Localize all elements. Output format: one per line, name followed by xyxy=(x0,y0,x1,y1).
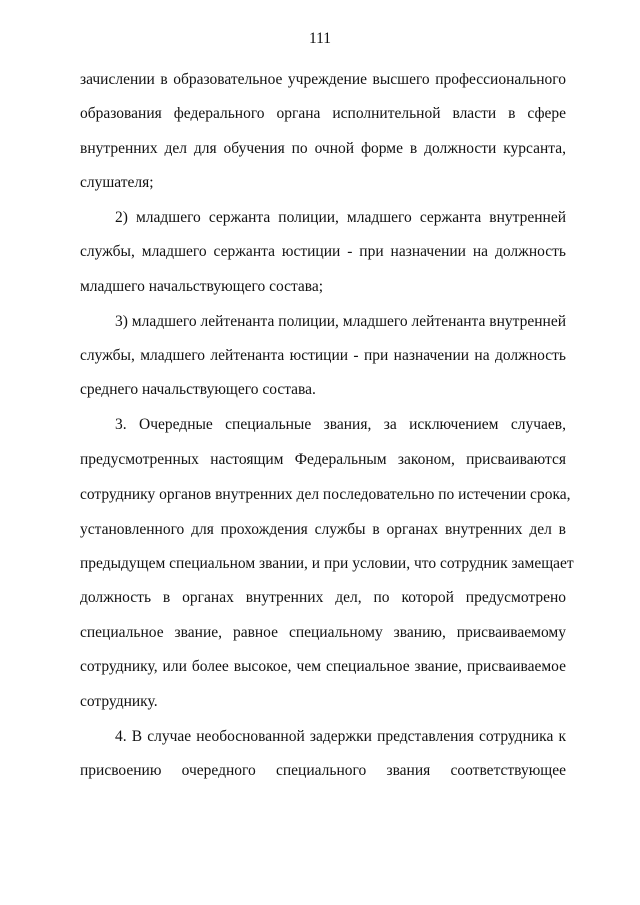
text-line: должность в органах внутренних дел, по которой предусмотрено xyxy=(80,589,566,606)
text-line: установленного для прохождения службы в органах внутренних дел в xyxy=(80,521,566,538)
page-number: 111 xyxy=(308,30,332,47)
text-line: среднего начальствующего состава. xyxy=(80,381,316,398)
text-line: образования федерального органа исполнительной власти в сфере xyxy=(80,105,566,122)
text-line: сотруднику, или более высокое, чем специальное звание, присваиваемое xyxy=(80,658,566,675)
text-line: присвоению очередного специального звания соответствующее xyxy=(80,762,566,779)
text-line: службы, младшего сержанта юстиции - при назначении на должность xyxy=(80,243,566,260)
text-line: 3) младшего лейтенанта полиции, младшего лейтенанта внутренней xyxy=(115,313,566,330)
text-line: 2) младшего сержанта полиции, младшего сержанта внутренней xyxy=(115,209,566,226)
text-line: 4. В случае необоснованной задержки представления сотрудника к xyxy=(115,728,566,745)
text-line: предыдущем специальном звании, и при условии, что сотрудник замещает xyxy=(80,555,574,572)
text-line: младшего начальствующего состава; xyxy=(80,278,324,295)
text-line: 3. Очередные специальные звания, за исключением случаев, xyxy=(115,416,566,433)
text-line: сотруднику органов внутренних дел последовательно по истечении срока, xyxy=(80,486,571,503)
text-line: предусмотренных настоящим Федеральным законом, присваиваются xyxy=(80,451,566,468)
text-line: слушателя; xyxy=(80,174,154,191)
text-line: специальное звание, равное специальному званию, присваиваемому xyxy=(80,624,566,641)
text-line: сотруднику. xyxy=(80,693,158,710)
text-line: службы, младшего лейтенанта юстиции - при назначении на должность xyxy=(80,347,566,364)
text-line: внутренних дел для обучения по очной форме в должности курсанта, xyxy=(80,140,566,157)
text-line: зачислении в образовательное учреждение высшего профессионального xyxy=(80,71,566,88)
